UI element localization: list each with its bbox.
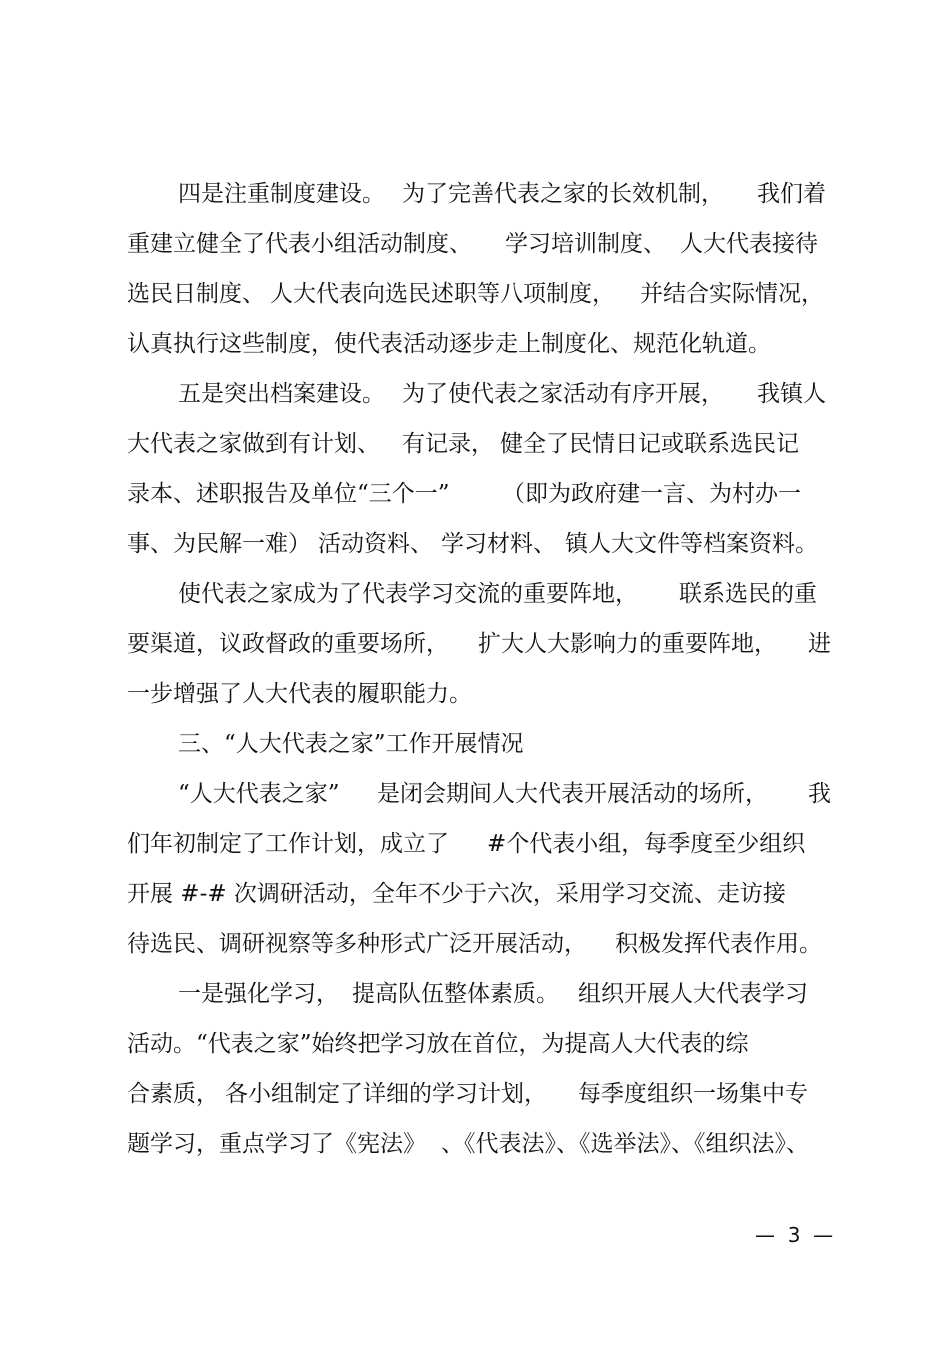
text-segment: 要渠道，议政督政的重要场所， [127,631,449,657]
text-segment: 五是突出档案建设。 [178,381,385,407]
text-segment: 一步增强了人大代表的履职能力。 [127,681,472,707]
text-segment: 活动资料、 [318,531,433,557]
text-segment: 扩大人大影响力的重要阵地， [478,631,777,657]
text-line [0,376,950,412]
text-segment: 我镇人 [757,381,826,407]
text-line [0,226,950,262]
text-segment: 待选民、调研视察等多种形式广泛开展活动， [127,931,587,957]
text-segment: 联系选民的重 [679,581,817,607]
text-segment: “人大代表之家” [178,781,340,807]
text-line [0,1076,950,1112]
text-segment: 提高队伍整体素质。 [352,981,559,1007]
text-segment: 有记录， [402,431,494,457]
text-segment: 题学习，重点学习了《宪法》 [127,1131,426,1157]
text-segment: #个代表小组，每季度至少组织 [487,831,806,857]
text-line [0,626,950,662]
text-line [0,526,950,562]
text-segment: 开展 #-# 次调研活动，全年不少于六次，采用学习交流、走访接 [127,881,786,907]
text-segment: 为了使代表之家活动有序开展， [402,381,724,407]
text-segment: 各小组制定了详细的学习计划， [225,1081,547,1107]
text-line [0,426,950,462]
text-segment: 我 [808,781,831,807]
text-line [0,1026,950,1062]
text-segment: 学习材料、 [441,531,556,557]
text-segment: 学习培训制度、 [505,231,666,257]
text-segment: 活动。“代表之家”始终把学习放在首位，为提高人大代表的综 [127,1031,749,1057]
text-segment: 重建立健全了代表小组活动制度、 [127,231,472,257]
text-segment: 积极发挥代表作用。 [615,931,822,957]
text-line [0,976,950,1012]
text-line [0,326,950,362]
text-segment: 每季度组织一场集中专 [578,1081,808,1107]
text-segment: 为了完善代表之家的长效机制， [402,181,724,207]
text-segment: 一是强化学习， [178,981,339,1007]
text-line [0,1126,950,1162]
page-number: — 3 — [755,1223,834,1247]
text-segment: 事、为民解一难） [127,531,311,557]
text-segment: 大代表之家做到有计划、 [127,431,380,457]
text-segment: 们年初制定了工作计划，成立了 [127,831,449,857]
text-segment: 四是注重制度建设。 [178,181,385,207]
text-line [0,276,950,312]
text-segment: （即为政府建一言、为村办一 [502,481,801,507]
text-line [0,576,950,612]
text-segment: 使代表之家成为了代表学习交流的重要阵地， [178,581,638,607]
text-line [0,776,950,812]
text-segment: 镇人大文件等档案资料。 [565,531,818,557]
text-segment: 、《代表法》、《选举法》、《组织法》、 [441,1131,809,1157]
text-segment: 人大代表接待 [680,231,818,257]
text-segment: 是闭会期间人大代表开展活动的场所， [377,781,768,807]
text-segment: 组织开展人大代表学习 [578,981,808,1007]
text-segment: 选民日制度、 [127,281,265,307]
text-segment: 录本、述职报告及单位“三个一” [127,481,450,507]
section-heading [0,726,950,762]
text-line [0,826,950,862]
text-segment: 我们着 [757,181,826,207]
text-segment: 人大代表向选民述职等八项制度， [270,281,615,307]
text-line [0,476,950,512]
text-segment: 三、“人大代表之家”工作开展情况 [178,731,524,757]
text-line [0,176,950,212]
text-line [0,926,950,962]
text-line [0,676,950,712]
text-segment: 合素质， [127,1081,219,1107]
text-segment: 进 [808,631,831,657]
text-segment: 健全了民情日记或联系选民记 [500,431,799,457]
text-line [0,876,950,912]
text-segment: 并结合实际情况， [640,281,824,307]
text-segment: 认真执行这些制度，使代表活动逐步走上制度化、规范化轨道。 [127,331,771,357]
